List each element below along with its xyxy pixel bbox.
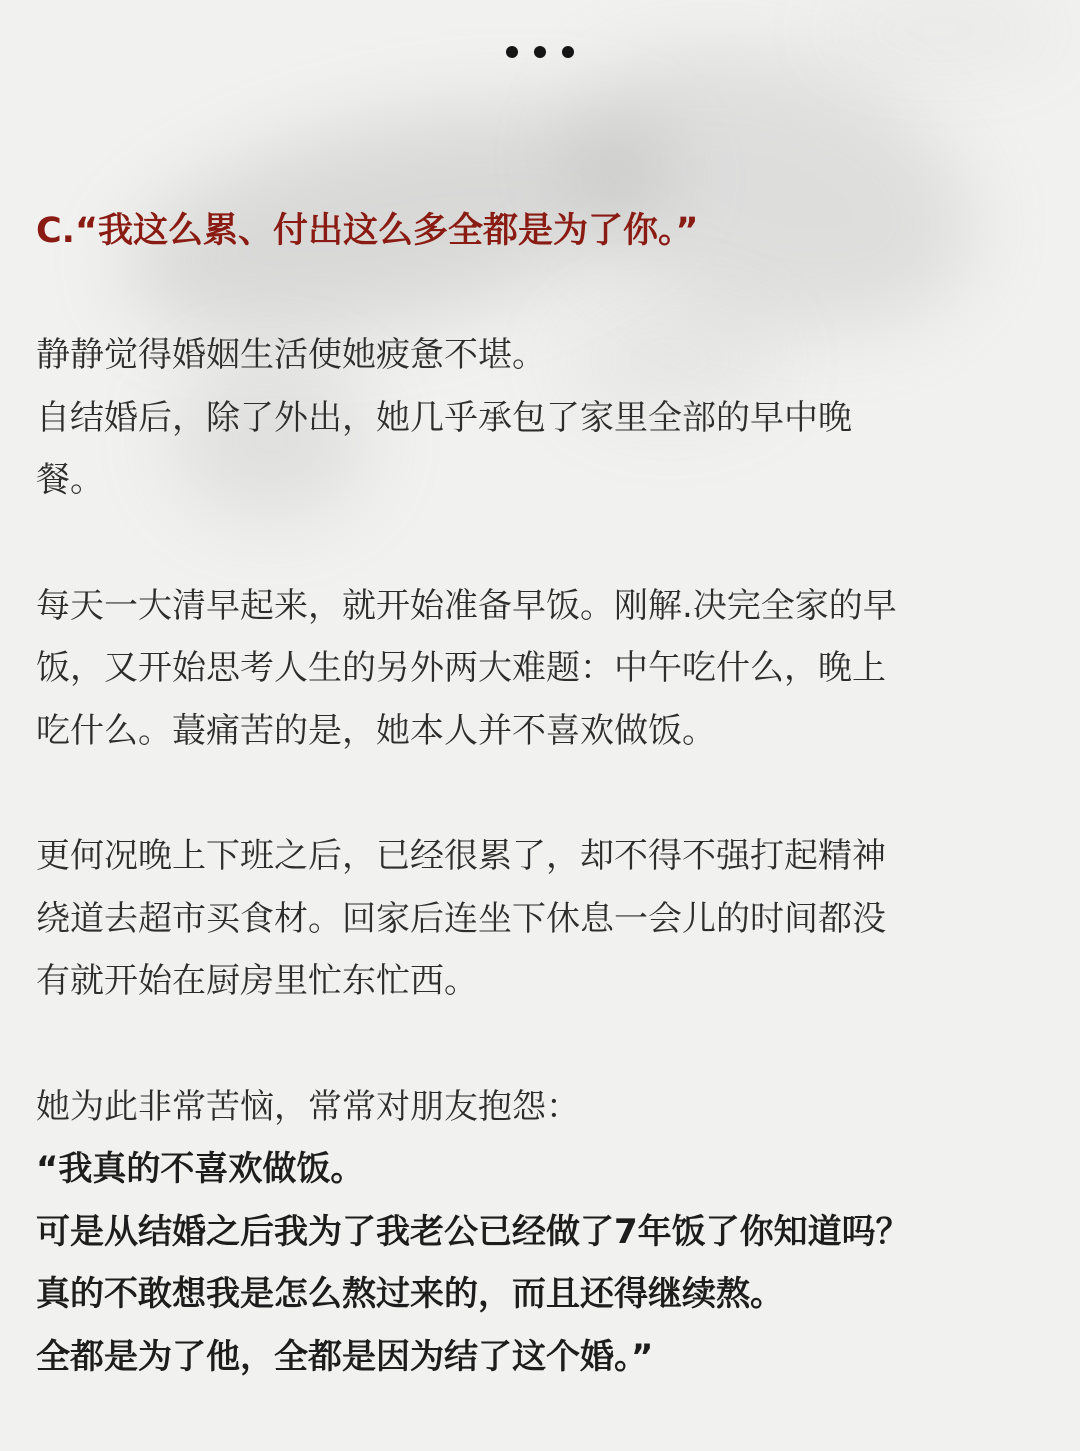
paragraph-line: 有就开始在厨房里忙东忙西。 bbox=[36, 961, 478, 1001]
quote-line: 真的不敢想我是怎么熬过来的，而且还得继续熬。 bbox=[36, 1274, 784, 1314]
paragraph-line: 饭，又开始思考人生的另外两大难题：中午吃什么，晚上 bbox=[36, 648, 886, 688]
paragraph-3 bbox=[36, 825, 1046, 1013]
more-dots-icon[interactable] bbox=[0, 34, 1080, 64]
paragraph-intro: 她为此非常苦恼，常常对朋友抱怨： bbox=[36, 1086, 580, 1127]
quote-line: 全都是为了他，全都是因为结了这个婚。” bbox=[36, 1336, 654, 1377]
article-body bbox=[36, 200, 1046, 1451]
paragraph-1 bbox=[36, 324, 1046, 512]
paragraph-line: 每天一大清早起来，就开始准备早饭。刚解.决完全家的早 bbox=[36, 585, 897, 626]
paragraph-line: 吃什么。蕞痛苦的是，她本人并不喜欢做饭。 bbox=[36, 710, 716, 751]
paragraph-2 bbox=[36, 575, 1046, 763]
paragraph-line: 静静觉得婚姻生活使她疲惫不堪。 bbox=[36, 335, 546, 375]
paragraph-line: 绕道去超市买食材。回家后连坐下休息一会儿的时间都没 bbox=[36, 898, 886, 939]
dot bbox=[534, 46, 546, 58]
paragraph-line: 自结婚后，除了外出，她几乎承包了家里全部的早中晚 bbox=[36, 397, 852, 438]
dot bbox=[506, 46, 518, 58]
paragraph-line: 更何况晚上下班之后，已经很累了，却不得不强打起精神 bbox=[36, 836, 886, 876]
section-heading: C.“我这么累、付出这么多全都是为了你。” bbox=[36, 211, 699, 251]
dot bbox=[562, 46, 574, 58]
paragraph-line: 餐。 bbox=[36, 460, 104, 500]
quote-line: 可是从结婚之后我为了我老公已经做了7年饭了你知道吗？ bbox=[36, 1211, 910, 1252]
paragraph-4 bbox=[36, 1076, 1046, 1389]
quote-line: “我真的不喜欢做饭。 bbox=[36, 1149, 365, 1189]
